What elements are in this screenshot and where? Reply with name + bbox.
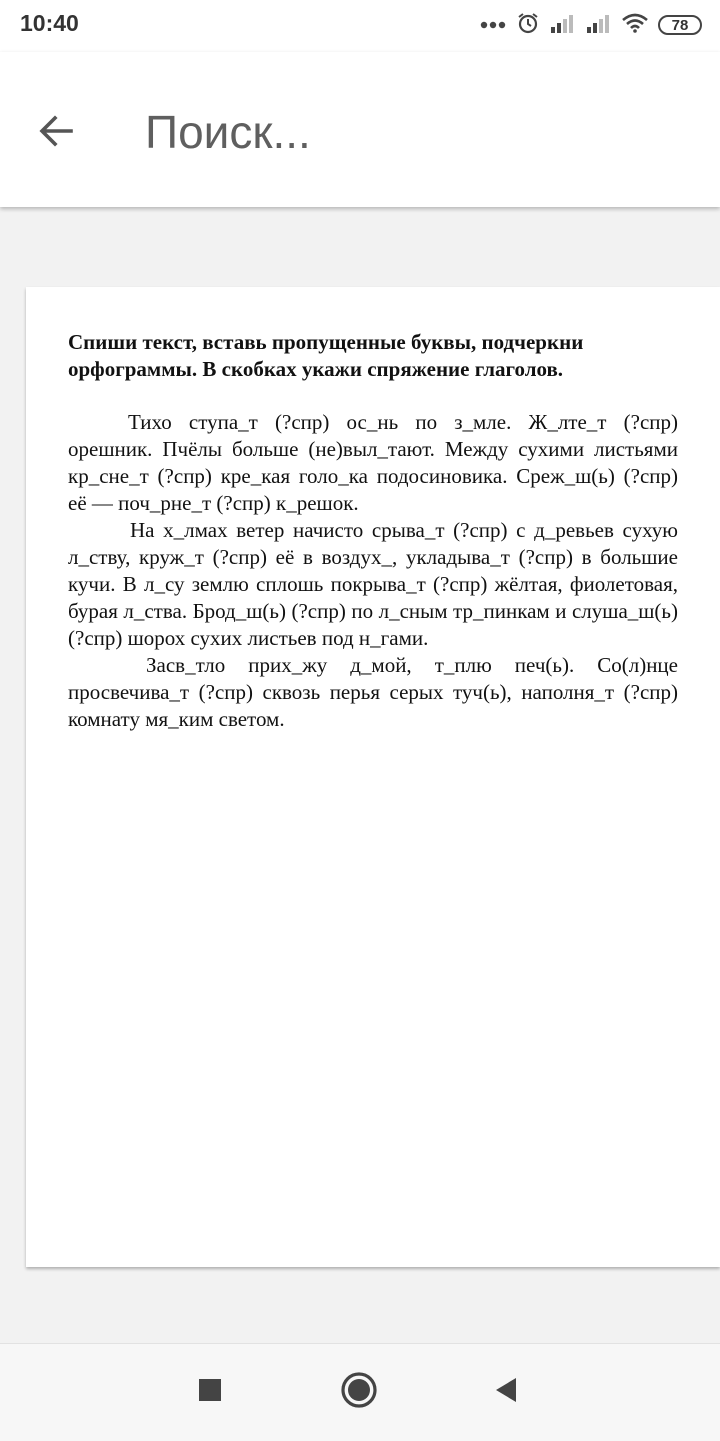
app-bar <box>0 52 720 207</box>
wifi-icon <box>622 13 648 38</box>
task-instruction: Спиши текст, вставь пропущенные буквы, подчеркни орфограммы. В скобках укажи спряжение глаголов. <box>68 330 584 381</box>
recents-button[interactable] <box>186 1368 234 1416</box>
signal-icon <box>550 13 576 38</box>
back-triangle-icon <box>492 1376 520 1409</box>
paragraph: Тихо ступа_т (?спр) ос_нь по з_мле. Ж_лте_т (?спр) орешник. Пчёлы больше (не)выл_тают. Между сухими листьями кр_сне_т (?спр) кре_кая голо_ка подосиновика. Среж_ш(ь) (?спр) её — поч_рне_т (?спр) к_решок. <box>68 410 678 515</box>
home-circle-icon <box>340 1371 378 1414</box>
document-page <box>26 287 720 1267</box>
status-time: 10:40 <box>20 10 79 36</box>
status-icons <box>480 12 702 38</box>
arrow-back-icon <box>38 113 74 154</box>
content-area <box>0 207 720 1343</box>
paragraph: На х_лмах ветер начисто срыва_т (?спр) с д_ревьев сухую л_ству, круж_т (?спр) её в воздух_, укладыва_т (?спр) в большие кучи. В л_су землю сплошь покрыва_т (?спр) жёлтая, фиолетовая, бурая л_ства. Брод_ш(ь) (?спр) по л_сным тр_пинкам и слуша_ш(ь) (?спр) шорох сухих листьев под н_гами. <box>68 518 678 650</box>
back-button[interactable] <box>30 107 82 159</box>
nav-back-button[interactable] <box>482 1368 530 1416</box>
home-button[interactable] <box>335 1368 383 1416</box>
paragraph: Засв_тло прих_жу д_мой, т_плю печ(ь). Со(л)нце просвечива_т (?спр) сквозь перья серых туч(ь), наполня_т (?спр) комнату мя_ким светом. <box>68 653 678 731</box>
navigation-bar <box>0 1343 720 1441</box>
more-dots-icon <box>480 16 506 34</box>
document-text <box>68 329 678 733</box>
signal-icon <box>586 13 612 38</box>
status-bar <box>0 0 720 52</box>
search-input[interactable] <box>145 102 685 162</box>
alarm-icon <box>516 11 540 40</box>
recents-square-icon <box>197 1377 223 1408</box>
battery-icon: 78 <box>658 15 702 35</box>
